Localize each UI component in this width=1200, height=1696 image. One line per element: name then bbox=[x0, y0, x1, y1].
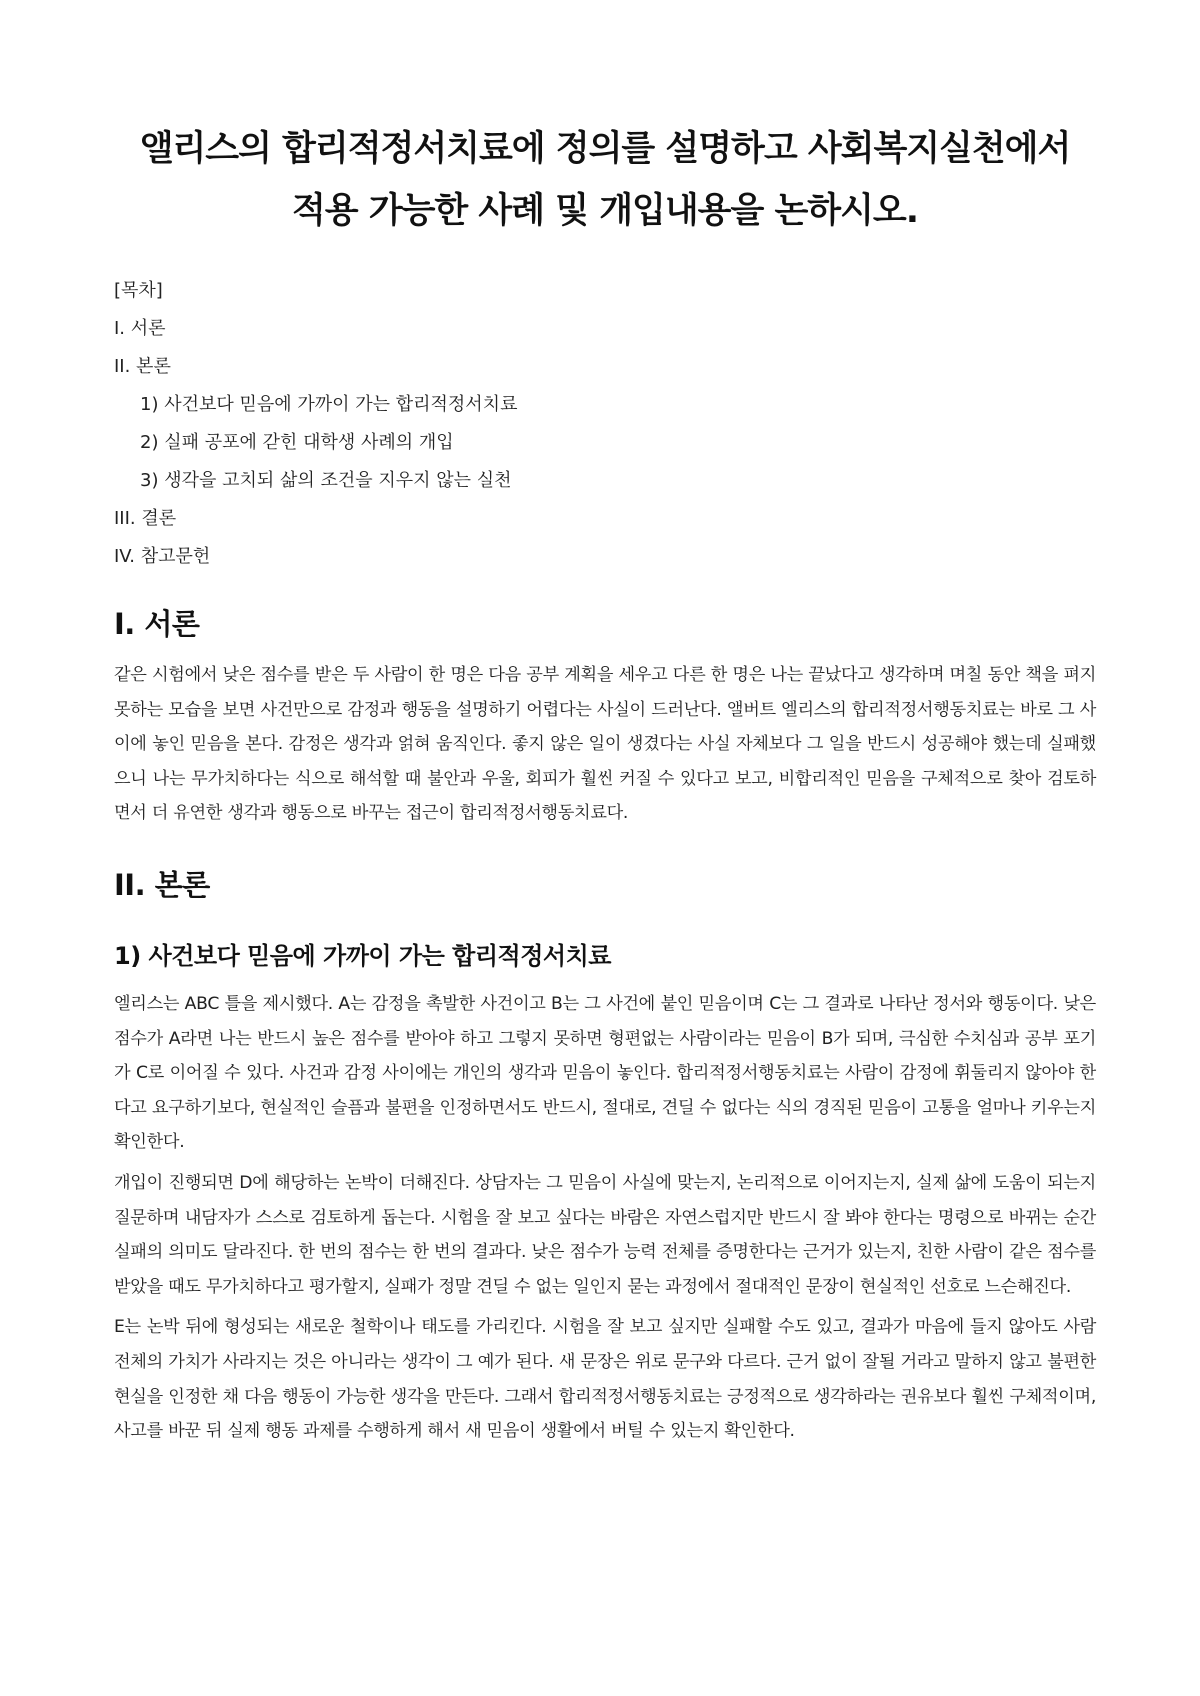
section-heading-intro: I. 서론 bbox=[114, 607, 200, 641]
document-title: 앨리스의 합리적정서치료에 정의를 설명하고 사회복지실천에서 적용 가능한 사례 및 개입내용을 논하시오. bbox=[139, 129, 1071, 231]
toc-item-body: II. 본론 bbox=[114, 356, 171, 377]
body-paragraph-1: 엘리스는 ABC 틀을 제시했다. A는 감정을 촉발한 사건이고 B는 그 사건에 붙인 믿음이며 C는 그 결과로 나타난 정서와 행동이다. 낮은 점수가 A라면 나는 반드시 높은 점수를 받아야 하고 그렇지 못하면 형편없는 사람이라는 믿음이 B가 되며, 극심한 수치심과 공부 포기가 C로 이어질 수 있다. 사건과 감정 사이에는 개인의 생각과 믿음이 놓인다. 합리적정서행동치료는 사람이 감정에 휘둘리지 않아야 한다고 요구하기보다, 현실적인 슬픔과 불편을 인정하면서도 반드시, 절대로, 견딜 수 없다는 식의 경직된 믿음이 고통을 얼마나 키우는지 확인한다. bbox=[114, 993, 1096, 1153]
body-paragraph-3: E는 논박 뒤에 형성되는 새로운 철학이나 태도를 가리킨다. 시험을 잘 보고 싶지만 실패할 수도 있고, 결과가 마음에 들지 않아도 사람 전체의 가치가 사라지는 것은 아니라는 생각이 그 예가 된다. 새 문장은 위로 문구와 다르다. 근거 없이 잘될 거라고 말하지 않고 불편한 현실을 인정한 채 다음 행동이 가능한 생각을 만든다. 그래서 합리적정서행동치료는 긍정적으로 생각하라는 권유보다 훨씬 구체적이며, 사고를 바꾼 뒤 실제 행동 과제를 수행하게 해서 새 믿음이 생활에서 버틸 수 있는지 확인한다. bbox=[114, 1317, 1096, 1442]
toc-heading: [목차] bbox=[114, 280, 163, 301]
toc-item-body-1: 1) 사건보다 믿음에 가까이 가는 합리적정서치료 bbox=[140, 394, 518, 415]
subsection-heading-1: 1) 사건보다 믿음에 가까이 가는 합리적정서치료 bbox=[114, 941, 611, 970]
intro-paragraph: 같은 시험에서 낮은 점수를 받은 두 사람이 한 명은 다음 공부 계획을 세우고 다른 한 명은 나는 끝났다고 생각하며 며칠 동안 책을 펴지 못하는 모습을 보면 사건만으로 감정과 행동을 설명하기 어렵다는 사실이 드러난다. 앨버트 엘리스의 합리적정서행동치료는 바로 그 사이에 놓인 믿음을 본다. 감정은 생각과 얽혀 움직인다. 좋지 않은 일이 생겼다는 사실 자체보다 그 일을 반드시 성공해야 했는데 실패했으니 나는 무가치하다는 식으로 해석할 때 불안과 우울, 회피가 훨씬 커질 수 있다고 보고, 비합리적인 믿음을 구체적으로 찾아 검토하면서 더 유연한 생각과 행동으로 바꾸는 접근이 합리적정서행동치료다. bbox=[114, 665, 1096, 824]
body-paragraph-2: 개입이 진행되면 D에 해당하는 논박이 더해진다. 상담자는 그 믿음이 사실에 맞는지, 논리적으로 이어지는지, 실제 삶에 도움이 되는지 질문하며 내담자가 스스로 검토하게 돕는다. 시험을 잘 보고 싶다는 바람은 자연스럽지만 반드시 잘 봐야 한다는 명령으로 바뀌는 순간 실패의 의미도 달라진다. 한 번의 점수는 한 번의 결과다. 낮은 점수가 능력 전체를 증명한다는 근거가 있는지, 친한 사람이 같은 점수를 받았을 때도 무가치하다고 평가할지, 실패가 정말 견딜 수 없는 일인지 묻는 과정에서 절대적인 문장이 현실적인 선호로 느슨해진다. bbox=[114, 1172, 1096, 1297]
section-heading-body: II. 본론 bbox=[114, 867, 210, 902]
toc-item-intro: I. 서론 bbox=[114, 318, 166, 339]
toc-item-conclusion: III. 결론 bbox=[114, 508, 177, 529]
toc-item-references: IV. 참고문헌 bbox=[114, 546, 211, 567]
toc-item-body-2: 2) 실패 공포에 갇힌 대학생 사례의 개입 bbox=[140, 432, 454, 453]
toc-item-body-3: 3) 생각을 고치되 삶의 조건을 지우지 않는 실천 bbox=[140, 470, 512, 491]
table-of-contents bbox=[114, 272, 1096, 576]
